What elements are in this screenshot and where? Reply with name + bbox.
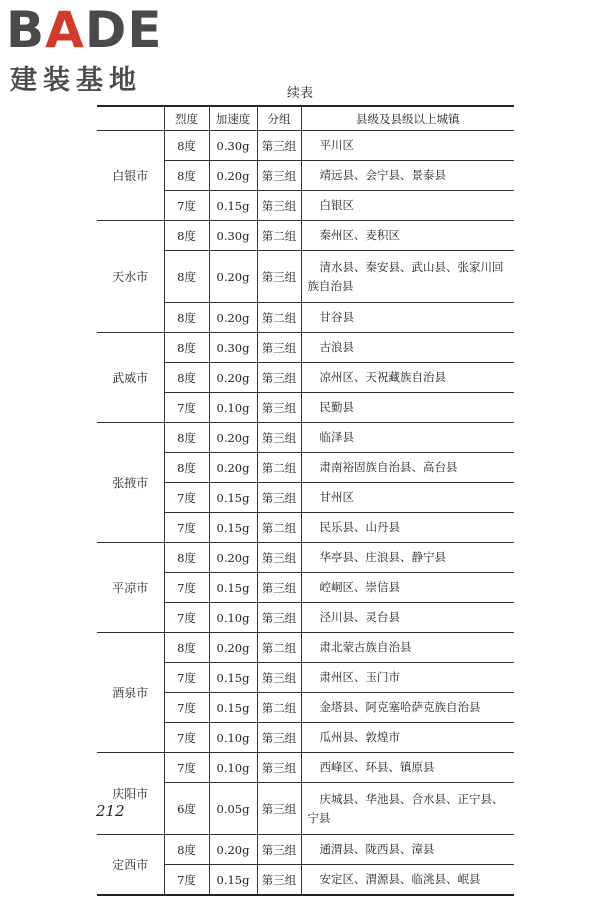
header-group: 分组 [257,106,301,131]
group-cell: 第三组 [257,573,301,603]
intensity-cell: 7度 [164,191,209,221]
acceleration-cell: 0.05g [209,783,257,835]
header-city [97,106,164,131]
acceleration-cell: 0.20g [209,303,257,333]
counties-cell: 古浪县 [301,333,514,363]
intensity-cell: 8度 [164,633,209,663]
table-row [97,423,514,453]
group-cell: 第三组 [257,663,301,693]
intensity-cell: 8度 [164,423,209,453]
acceleration-cell: 0.15g [209,693,257,723]
group-cell: 第三组 [257,191,301,221]
counties-cell: 民勤县 [301,393,514,423]
group-cell: 第三组 [257,393,301,423]
counties-cell: 清水县、秦安县、武山县、张家川回族自治县 [301,251,514,303]
counties-cell: 甘州区 [301,483,514,513]
acceleration-cell: 0.30g [209,221,257,251]
header-intensity: 烈度 [164,106,209,131]
intensity-cell: 6度 [164,783,209,835]
intensity-cell: 8度 [164,251,209,303]
intensity-cell: 7度 [164,693,209,723]
counties-cell: 靖远县、会宁县、景泰县 [301,161,514,191]
group-cell: 第三组 [257,363,301,393]
group-cell: 第三组 [257,753,301,783]
counties-cell: 崆峒区、崇信县 [301,573,514,603]
header-counties: 县级及县级以上城镇 [301,106,514,131]
intensity-cell: 7度 [164,865,209,896]
counties-cell: 白银区 [301,191,514,221]
counties-cell: 甘谷县 [301,303,514,333]
group-cell: 第二组 [257,303,301,333]
acceleration-cell: 0.30g [209,333,257,363]
acceleration-cell: 0.15g [209,483,257,513]
page-number: 212 [96,802,125,820]
counties-cell: 通渭县、陇西县、漳县 [301,835,514,865]
acceleration-cell: 0.15g [209,191,257,221]
acceleration-cell: 0.15g [209,573,257,603]
acceleration-cell: 0.15g [209,663,257,693]
acceleration-cell: 0.10g [209,603,257,633]
intensity-cell: 7度 [164,393,209,423]
counties-cell: 安定区、渭源县、临洮县、岷县 [301,865,514,896]
counties-cell: 西峰区、环县、镇原县 [301,753,514,783]
city-cell: 定西市 [97,835,164,896]
acceleration-cell: 0.20g [209,423,257,453]
city-cell: 平凉市 [97,543,164,633]
table-row [97,543,514,573]
intensity-cell: 8度 [164,131,209,161]
intensity-cell: 8度 [164,543,209,573]
logo-subtitle: 建装基地 [10,65,142,96]
intensity-cell: 8度 [164,221,209,251]
intensity-cell: 7度 [164,483,209,513]
counties-cell: 华亭县、庄浪县、静宁县 [301,543,514,573]
counties-cell: 平川区 [301,131,514,161]
group-cell: 第三组 [257,161,301,191]
table-row [97,753,514,783]
acceleration-cell: 0.20g [209,835,257,865]
group-cell: 第二组 [257,633,301,663]
group-cell: 第三组 [257,423,301,453]
intensity-cell: 7度 [164,663,209,693]
city-cell: 天水市 [97,221,164,333]
intensity-cell: 8度 [164,303,209,333]
acceleration-cell: 0.10g [209,723,257,753]
acceleration-cell: 0.20g [209,363,257,393]
acceleration-cell: 0.15g [209,513,257,543]
acceleration-cell: 0.10g [209,753,257,783]
acceleration-cell: 0.20g [209,633,257,663]
table-row [97,633,514,663]
group-cell: 第三组 [257,723,301,753]
table-title: 续表 [286,86,313,101]
counties-cell: 临泽县 [301,423,514,453]
counties-cell: 肃州区、玉门市 [301,663,514,693]
header-acceleration: 加速度 [209,106,257,131]
group-cell: 第二组 [257,513,301,543]
acceleration-cell: 0.20g [209,453,257,483]
intensity-cell: 7度 [164,723,209,753]
intensity-cell: 8度 [164,835,209,865]
table-body [97,131,514,896]
counties-cell: 民乐县、山丹县 [301,513,514,543]
group-cell: 第三组 [257,251,301,303]
table-row [97,221,514,251]
intensity-cell: 8度 [164,161,209,191]
intensity-cell: 7度 [164,603,209,633]
intensity-cell: 8度 [164,333,209,363]
acceleration-cell: 0.20g [209,161,257,191]
group-cell: 第二组 [257,453,301,483]
group-cell: 第三组 [257,865,301,896]
city-cell: 酒泉市 [97,633,164,753]
table-row [97,333,514,363]
counties-cell: 金塔县、阿克塞哈萨克族自治县 [301,693,514,723]
group-cell: 第三组 [257,783,301,835]
counties-cell: 凉州区、天祝藏族自治县 [301,363,514,393]
intensity-cell: 7度 [164,753,209,783]
seismic-intensity-table [97,105,514,896]
group-cell: 第三组 [257,483,301,513]
counties-cell: 瓜州县、敦煌市 [301,723,514,753]
city-cell: 武威市 [97,333,164,423]
group-cell: 第三组 [257,543,301,573]
acceleration-cell: 0.20g [209,251,257,303]
group-cell: 第二组 [257,693,301,723]
acceleration-cell: 0.30g [209,131,257,161]
group-cell: 第三组 [257,835,301,865]
table-row [97,835,514,865]
counties-cell: 庆城县、华池县、合水县、正宁县、宁县 [301,783,514,835]
intensity-cell: 8度 [164,453,209,483]
counties-cell: 肃南裕固族自治县、高台县 [301,453,514,483]
city-cell: 白银市 [97,131,164,221]
intensity-cell: 7度 [164,573,209,603]
city-cell: 庆阳市 [97,753,164,835]
group-cell: 第三组 [257,131,301,161]
group-cell: 第二组 [257,221,301,251]
acceleration-cell: 0.20g [209,543,257,573]
acceleration-cell: 0.15g [209,865,257,896]
city-cell: 张掖市 [97,423,164,543]
acceleration-cell: 0.10g [209,393,257,423]
counties-cell: 肃北蒙古族自治县 [301,633,514,663]
intensity-cell: 7度 [164,513,209,543]
group-cell: 第三组 [257,333,301,363]
intensity-cell: 8度 [164,363,209,393]
group-cell: 第三组 [257,603,301,633]
table-header-row [97,106,514,131]
table-row [97,131,514,161]
logo-wordmark: BADE [6,1,163,59]
counties-cell: 泾川县、灵台县 [301,603,514,633]
counties-cell: 秦州区、麦积区 [301,221,514,251]
